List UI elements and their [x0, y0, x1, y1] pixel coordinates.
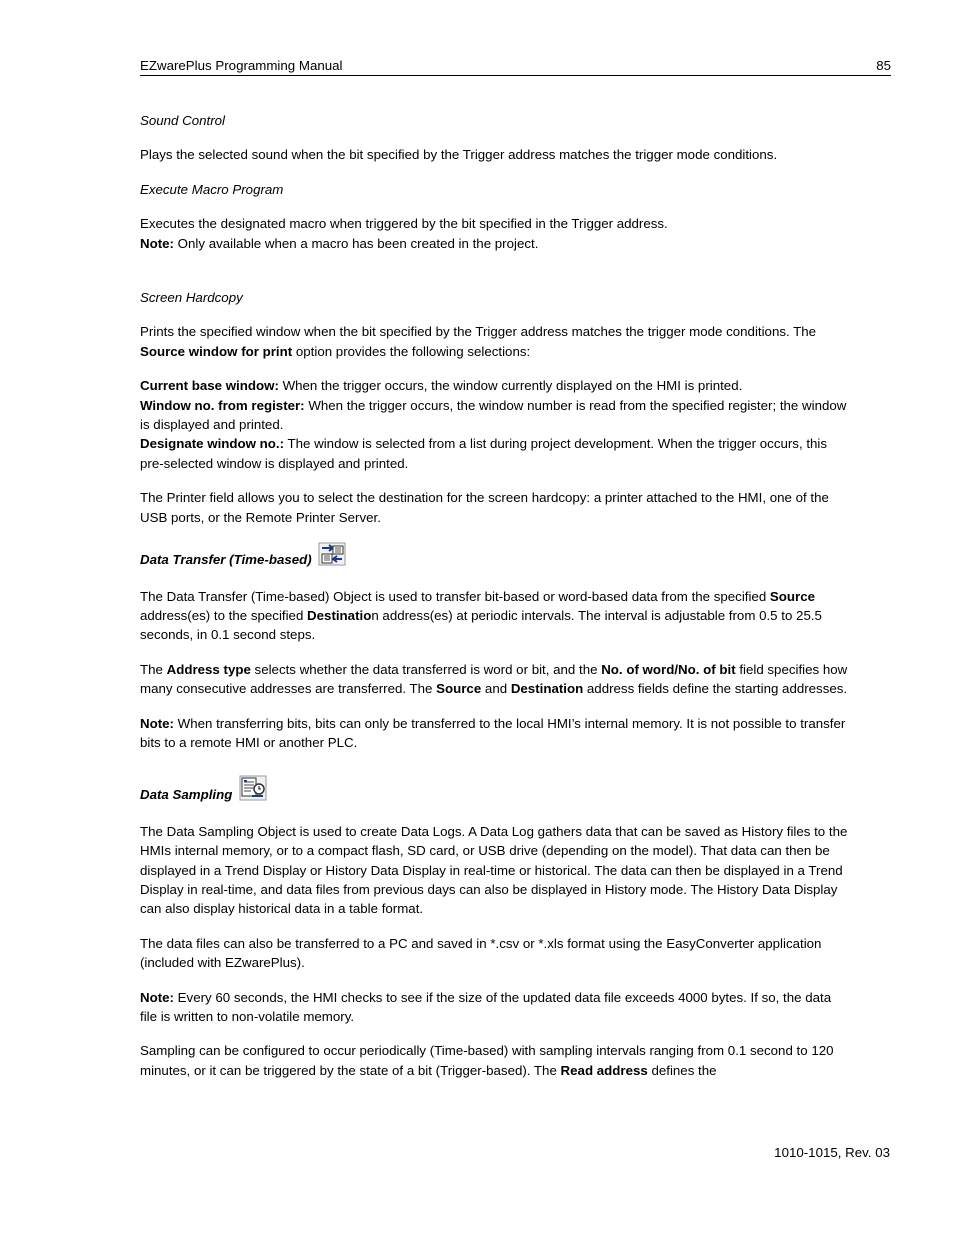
destination-term: Destinatio	[307, 607, 372, 623]
data-transfer-note	[140, 714, 850, 753]
text-run: option provides the following selections:	[292, 343, 531, 359]
document-revision: 1010-1015, Rev. 03	[774, 1145, 890, 1160]
screen-hardcopy-heading: Screen Hardcopy	[140, 290, 243, 306]
note-text: Every 60 seconds, the HMI checks to see if the size of the updated data file exceeds 4000 bytes. If so, the data file is written to non-volatile memory.	[140, 989, 832, 1024]
data-sampling-p2: The data files can also be transferred to a PC and saved in *.csv or *.xls format using the EasyConverter application (included with EZwarePlus).	[140, 935, 822, 971]
option-label-designate-window: Designate window no.:	[140, 436, 285, 452]
data-transfer-heading-row	[140, 542, 850, 571]
option-text: When the trigger occurs, the window number is read from the specified register; the window is displayed and printed.	[140, 397, 847, 433]
text-run: and	[481, 681, 511, 697]
text-run: defines the	[647, 1062, 717, 1078]
data-sampling-p4	[140, 1041, 850, 1080]
text-run: field specifies how many consecutive addresses are transferred. The	[140, 661, 848, 697]
source-term: Source	[769, 588, 816, 604]
text-run: The Data Transfer (Time-based) Object is used to transfer bit-based or word-based data from the specified	[140, 588, 770, 604]
execute-macro-heading: Execute Macro Program	[140, 181, 284, 197]
page-footer	[774, 1143, 890, 1162]
text-run: address(es) to the specified	[140, 607, 308, 623]
text-run: address fields define the starting addresses.	[583, 681, 848, 697]
address-type-term: Address type	[166, 661, 251, 677]
source-window-term: Source window for print	[140, 343, 293, 359]
text-run: Prints the specified window when the bit specified by the Trigger address matches the trigger mode conditions. The	[140, 324, 817, 340]
no-of-word-term: No. of word/No. of bit	[601, 661, 736, 677]
execute-macro-body-text: Executes the designated macro when triggered by the bit specified in the Trigger address.	[140, 216, 668, 232]
screen-hardcopy-printer: The Printer field allows you to select the destination for the screen hardcopy: a printer attached to the HMI, one of the USB ports, or the Remote Printer Server.	[140, 490, 829, 525]
text-run: selects whether the data transferred is word or bit, and the	[250, 661, 602, 677]
data-transfer-p2	[140, 660, 850, 699]
page-header	[140, 57, 891, 76]
note-text: Only available when a macro has been created in the project.	[173, 235, 539, 251]
note-text: When transferring bits, bits can only be transferred to the local HMI’s internal memory. It is not possible to transfer bits to a remote HMI or another PLC.	[140, 715, 846, 750]
data-sampling-icon	[239, 775, 267, 806]
text-run: Sampling can be configured to occur periodically (Time-based) with sampling intervals ranging from 0.1 second to 120 minutes, or it can be triggered by the state of a bit (Trigger-based). The	[140, 1043, 834, 1078]
note-label: Note:	[140, 989, 174, 1005]
data-transfer-icon	[318, 542, 346, 571]
note-label: Note:	[140, 715, 174, 731]
note-label: Note:	[140, 235, 174, 251]
screen-hardcopy-intro	[140, 322, 850, 361]
page-content	[140, 111, 850, 1080]
text-run: The	[140, 661, 167, 677]
option-text: When the trigger occurs, the window currently displayed on the HMI is printed.	[278, 378, 743, 394]
sound-control-heading: Sound Control	[140, 113, 226, 128]
option-label-window-register: Window no. from register:	[140, 397, 305, 413]
data-transfer-heading: Data Transfer (Time-based)	[140, 552, 312, 568]
header-title: EZwarePlus Programming Manual	[140, 58, 343, 73]
screen-hardcopy-options	[140, 376, 850, 473]
page-number: 85	[876, 58, 891, 73]
data-transfer-p1	[140, 587, 850, 645]
data-sampling-heading-row	[140, 775, 850, 806]
data-sampling-p1: The Data Sampling Object is used to create Data Logs. A Data Log gathers data that can be saved as History files to the HMIs internal memory, or to a compact flash, SD card, or USB drive (depending on the model). That data can then be displayed in a Trend Display or History Data Display in real-time or historical. The data can then be displayed in a Trend Display in real-time, and data files from previous days can also be displayed in History mode. The History Data Display can also display historical data in a table format.	[140, 823, 848, 917]
read-address-term: Read address	[560, 1062, 648, 1078]
text-run: n address(es) at periodic intervals. The interval is adjustable from 0.5 to 25.5 seconds, in 0.1 second steps.	[140, 607, 822, 643]
data-sampling-heading: Data Sampling	[140, 787, 233, 803]
option-text: The window is selected from a list during project development. When the trigger occurs, this pre-selected window is displayed and printed.	[140, 436, 828, 471]
source-term: Source	[436, 681, 482, 697]
data-sampling-note	[140, 988, 850, 1027]
execute-macro-body	[140, 214, 850, 253]
option-label-current-base: Current base window:	[140, 378, 279, 394]
destination-term: Destination	[510, 681, 584, 697]
sound-control-body: Plays the selected sound when the bit specified by the Trigger address matches the trigger mode conditions.	[140, 147, 778, 163]
